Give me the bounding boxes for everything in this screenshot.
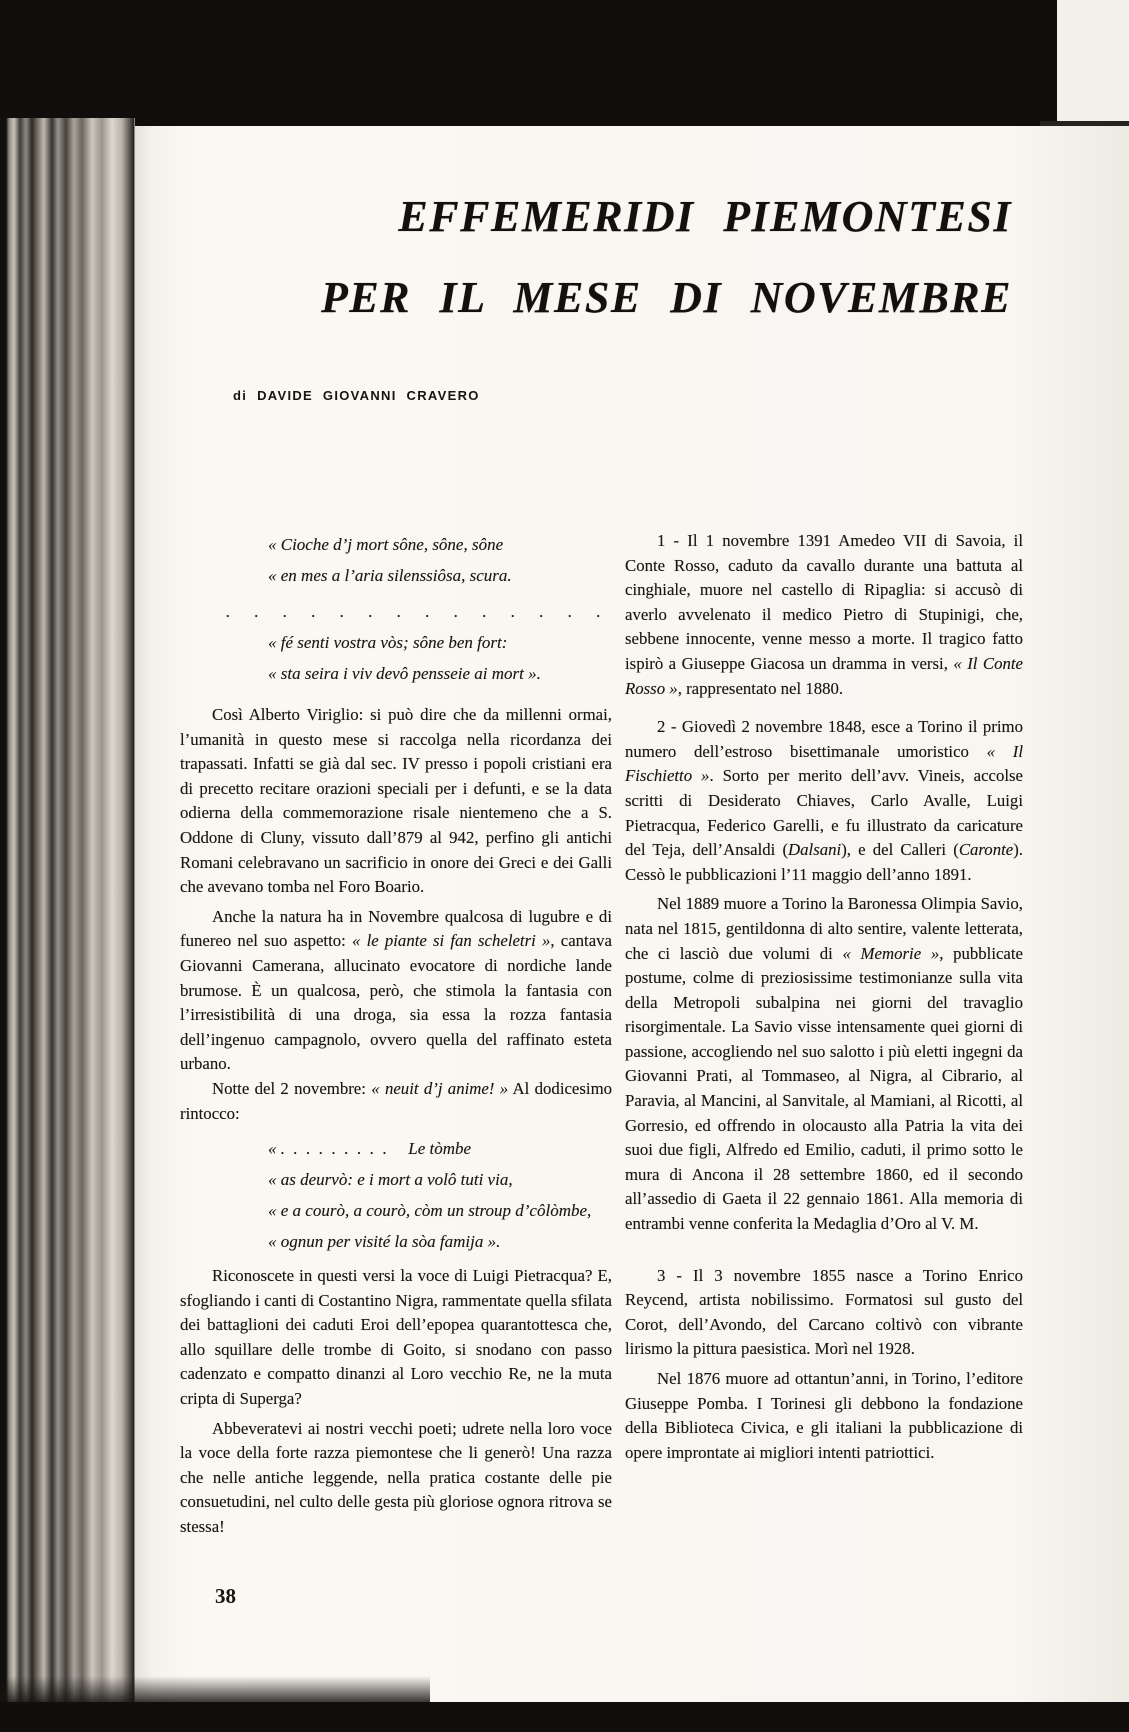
paragraph-riconoscete: Riconoscete in questi versi la voce di Luigi Pietracqua? E, sfogliando i canti di Costantino Nigra, rammentate quella sfilata dei battaglioni dei caduti Eroi dell’epopea quarantottesca che, allo squillare delle trombe di Goito, si snodano con passo cadenzato e compatto dinanzi al Loro vecchio Re, ne la muta cripta di Superga? xyxy=(180,1266,612,1409)
text-columns xyxy=(180,529,1023,1540)
verse-line: « en mes a l’aria silenssiôsa, scura. xyxy=(268,566,512,585)
entry-2-november: 2 - Giovedì 2 novembre 1848, esce a Torino il primo numero dell’estroso bisettimanale umoristico « Il Fischietto ». Sorto per merito dell’avv. Vineis, accolse scritti di Desiderato Chiaves, Carlo Avalle, Luigi Pietracqua, Federico Garelli, e fu illustrato da caricature del Teja, dell’Ansaldi (Dalsani), e del Calleri (Caronte). Cessò le pubblicazioni l’11 maggio dell’anno 1891. xyxy=(625,717,1023,884)
article-title-line-1: EFFEMERIDI PIEMONTESI xyxy=(398,192,1012,241)
book-page-edges-left xyxy=(0,118,135,1732)
page xyxy=(135,126,1129,1702)
paragraph-abbeveratevi: Abbeveratevi ai nostri vecchi poeti; udrete nella loro voce la voce della forte razza piemontese che li generò! Una razza che nelle antiche leggende, nella pratica costante delle pie consuetudini, nel culto delle gesta più gloriose ognora ritrova se stessa! xyxy=(180,1418,612,1537)
verse-line: « e a courò, a courò, còm un stroup d’côlòmbe, xyxy=(268,1201,592,1221)
verse-block-1 xyxy=(226,529,612,689)
entry-3-november: 3 - Il 3 novembre 1855 nasce a Torino Enrico Reycend, artista nobilissimo. Formatosi sul gusto del Corot, dell’Avondo, del Carcano coltivò con vibrante lirismo la pittura paesistica. Morì nel 1928. xyxy=(625,1265,1023,1359)
paragraph-natura: Anche la natura ha in Novembre qualcosa di lugubre e di funereo nel suo aspetto: « le piante si fan scheletri », cantava Giovanni Camerana, allucinato evocatore di nordiche lande brumose. È un qualcosa, però, che stimola la fantasia con l’irresistibilità di una droga, sia essa la rozza fantasia dell’ingenuo campagnolo, ovvero quella del raffinato esteta urbano. xyxy=(180,906,612,1074)
verse-block-2 xyxy=(268,1133,612,1257)
page-number: 38 xyxy=(215,1584,236,1608)
verse-line: « sta seira i viv devô pensseie ai mort ». xyxy=(268,664,541,683)
verse-ellipsis-line: . . . . . . . . . . . . . . xyxy=(226,602,601,621)
paragraph-viriglio: Così Alberto Viriglio: si può dire che da millenni ormai, l’umanità in questo mese si raccolga nella ricordanza dei trapassati. Infatti se già dal sec. IV presso i popoli cristiani era di precetto recitare orazioni speciali per i defunti, e se la data odierna della commemorazione risale nientemeno che a S. Oddone di Cluny, vissuto dall’879 al 942, perfino gli antichi Romani celebravano un sacrificio in onore dei Greci e dei Galli che avevano tomba nel Foro Boario. xyxy=(180,705,612,897)
article-title-line-2: PER IL MESE DI NOVEMBRE xyxy=(320,273,1012,322)
byline: di DAVIDE GIOVANNI CRAVERO xyxy=(233,388,480,403)
paragraph-notte: Notte del 2 novembre: « neuit d’j anime! » Al dodicesimo rintocco: xyxy=(180,1078,613,1123)
verse-line: « Cioche d’j mort sône, sône, sône xyxy=(268,535,504,554)
article-title xyxy=(321,176,1012,338)
verse-line: « . . . . . . . . . Le tòmbe xyxy=(268,1139,472,1159)
verse-line: « as deurvò: e i mort a volô tuti via, xyxy=(268,1170,513,1190)
paragraph-pomba: Nel 1876 muore ad ottantun’anni, in Torino, l’editore Giuseppe Pomba. I Torinesi gli debbono la fondazione della Biblioteca Civica, e gli italiani la pubblicazione di opere improntate ai migliori intenti patriottici. xyxy=(625,1369,1023,1462)
entry-1-november: 1 - Il 1 novembre 1391 Amedeo VII di Savoia, il Conte Rosso, caduto da cavallo durante una battuta al cinghiale, muore nel castello di Ripaglia: si accusò di averlo avvelenato il medico Pietro di Stupinigi, che, sebbene innocente, venne messo a morte. Il tragico fatto ispirò a Giuseppe Giacosa un dramma in versi, « Il Conte Rosso », rappresentato nel 1880. xyxy=(625,531,1023,698)
verse-line: « ognun per visité la sòa famija ». xyxy=(268,1232,501,1252)
book-bottom-shadow xyxy=(0,1676,430,1704)
paragraph-savio: Nel 1889 muore a Torino la Baronessa Olimpia Savio, nata nel 1815, gentildonna di alto sentire, valente letterata, che ci lasciò due volumi di « Memorie », pubblicate postume, colme di preziosissime testimonianze sulla vita della Metropoli subalpina nei giorni del travaglio risorgimentale. La Savio visse intensamente quei giorni di passione, accogliendo nel suo salotto i più eletti ingegni da Giovanni Prati, al Tommaseo, al Nigra, al Cibrario, al Paravia, al Mancini, al Sanvitale, al Mamiani, al Ricotti, al Gorresio, ed offrendo in olocausto alla Patria la vita dei suoi due figli, Alfredo ed Emilio, caduti, il primo sotto le mura di Ancona il 28 settembre 1860, ed il secondo all’assedio di Gaeta il 22 gennaio 1861. Alla memoria di entrambi venne conferita la Medaglia d’Oro al V. M. xyxy=(625,894,1023,1234)
scan-bottom-black-bar xyxy=(0,1702,1129,1732)
right-column xyxy=(625,529,1023,1540)
verse-line: « fé senti vostra vòs; sône ben fort: xyxy=(268,633,508,652)
scan-top-black-bar xyxy=(0,0,1057,126)
left-column xyxy=(180,529,612,1540)
